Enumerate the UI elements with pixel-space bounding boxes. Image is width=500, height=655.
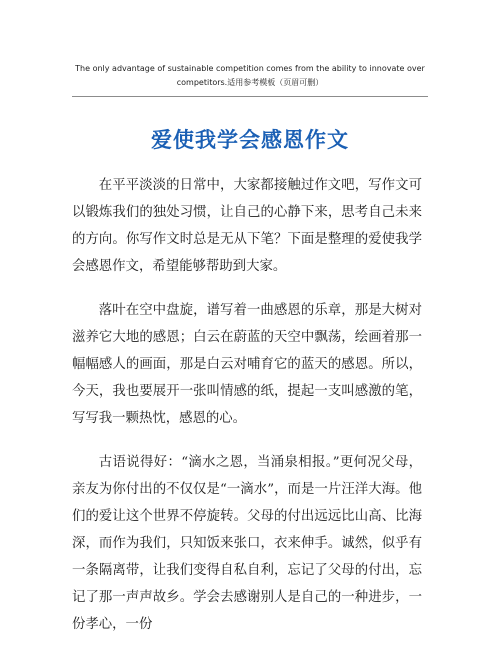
- paragraph-1: 在平平淡淡的日常中，大家都接触过作文吧，写作文可以锻炼我们的独处习惯，让自己的心静下来，思考自己未来的方向。你写作文时总是无从下笔？下面是整理的爱使我学会感恩作文，希望能够帮助到大家。: [72, 178, 422, 274]
- header-divider: [72, 96, 428, 97]
- document-body: [72, 172, 422, 655]
- paragraph-3: 古语说得好：“滴水之恩，当涌泉相报。”更何况父母，亲友为你付出的不仅仅是“一滴水”，而是一片汪洋大海。他们的爱让这个世界不停旋转。父母的付出远远比山高、比海深，而作为我们，只知饭来张口，衣来伸手。诚然，似乎有一条隔离带，让我们变得自私自利，忘记了父母的付出，忘记了那一声声故乡。学会去感谢别人是自己的一种进步，一份孝心，一份: [72, 455, 422, 632]
- page-header: The only advantage of sustainable competition comes from the ability to innovate over competitors.适用参考模板（页眉可删）: [75, 64, 425, 87]
- document-title: 爱使我学会感恩作文: [151, 127, 349, 153]
- paragraph-2: 落叶在空中盘旋，谱写着一曲感恩的乐章，那是大树对滋养它大地的感恩；白云在蔚蓝的天空中飘荡，绘画着那一幅幅感人的画面，那是白云对哺育它的蓝天的感恩。所以，今天，我也要展开一张叫情感的纸，提起一支叫感激的笔，写写我一颗热忱，感恩的心。: [72, 303, 422, 426]
